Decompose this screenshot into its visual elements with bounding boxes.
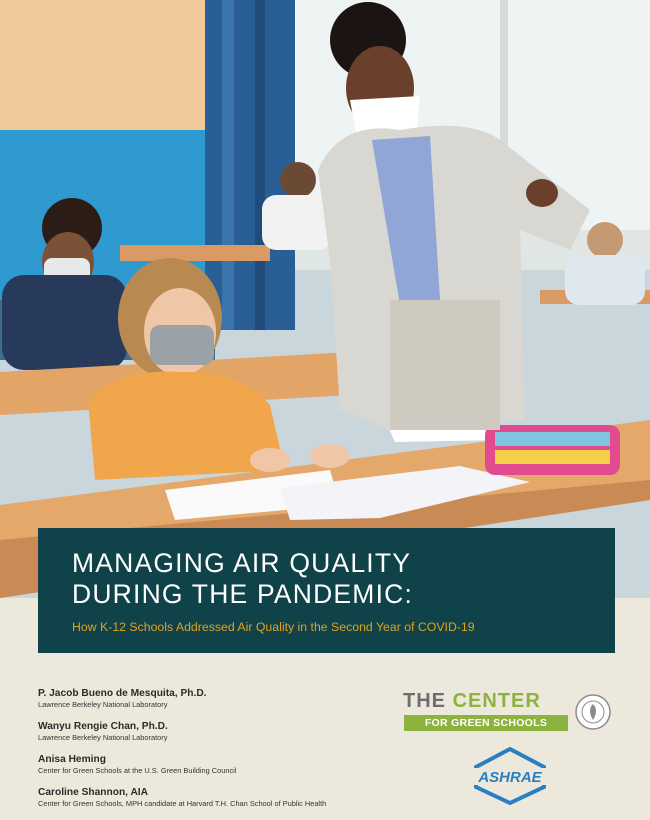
author-name: Caroline Shannon, AIA xyxy=(38,787,148,798)
author-name: Anisa Heming xyxy=(38,754,106,765)
author-affiliation: Lawrence Berkeley National Laboratory xyxy=(38,733,168,742)
center-for-green-schools-logo xyxy=(403,690,613,740)
author-list xyxy=(38,688,398,820)
cgs-logo-the: THE xyxy=(403,690,453,712)
author-item xyxy=(38,754,398,776)
page-subtitle: How K-12 Schools Addressed Air Quality in the Second Year of COVID-19 xyxy=(72,620,475,634)
page-title: MANAGING AIR QUALITY DURING THE PANDEMIC: xyxy=(72,548,414,609)
title-box xyxy=(38,528,615,653)
author-item xyxy=(38,688,398,710)
author-affiliation: Lawrence Berkeley National Laboratory xyxy=(38,700,168,709)
author-item xyxy=(38,787,398,809)
ashrae-wordmark: ASHRAE xyxy=(478,769,542,786)
author-name: Wanyu Rengie Chan, Ph.D. xyxy=(38,721,168,732)
cgs-logo-center: CENTER xyxy=(452,690,541,712)
usgbc-seal-icon xyxy=(575,694,611,730)
ashrae-logo xyxy=(470,747,550,805)
author-affiliation: Center for Green Schools, MPH candidate at Harvard T.H. Chan School of Public Health xyxy=(38,799,327,808)
author-affiliation: Center for Green Schools at the U.S. Green Building Council xyxy=(38,766,237,775)
author-item xyxy=(38,721,398,743)
cgs-logo-subtitle: FOR GREEN SCHOOLS xyxy=(404,715,568,731)
cgs-logo-title xyxy=(403,690,541,713)
author-name: P. Jacob Bueno de Mesquita, Ph.D. xyxy=(38,688,207,699)
